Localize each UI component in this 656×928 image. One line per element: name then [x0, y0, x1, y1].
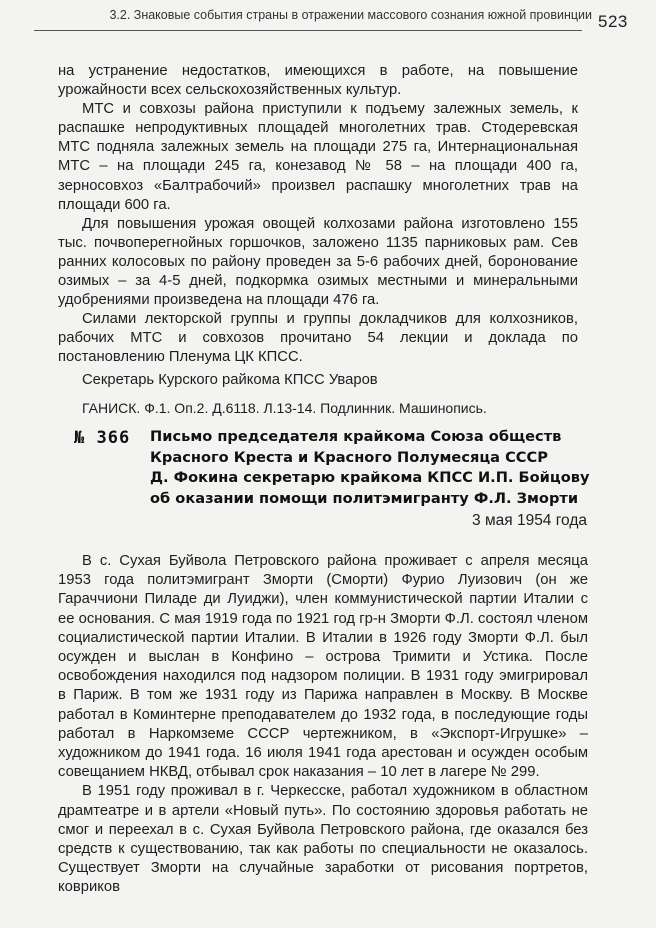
paragraph: Силами лекторской группы и группы докладчиков для колхозников, рабочих МТС и совхозов прочитано 54 лекции и доклада по постановлению Пленума ЦК КПСС. — [58, 311, 578, 366]
document-365-continuation — [58, 62, 578, 418]
running-header: 3.2. Знаковые события страны в отражении массового сознания южной провинции — [109, 8, 592, 22]
signature: Секретарь Курского райкома КПСС Уваров — [82, 371, 378, 388]
header-rule — [34, 30, 582, 31]
document-date: 3 мая 1954 года — [472, 512, 587, 529]
document-title-line: Д. Фокина секретарю крайкома КПСС И.П. Бойцову — [150, 469, 590, 486]
paragraph: В 1951 году проживал в г. Черкесске, работал художником в областном драмтеатре и в артели «Новый путь». По состоянию здоровья работать не смог и переехал в с. Сухая Буйвола Петровского района, где оказался без средств к существованию, так как работы по специальности не оказалось. Существует Зморти на случайные заработки от рисования портретов, ковриков — [58, 783, 588, 896]
document-title-line: об оказании помощи политэмигранту Ф.Л. Зморти — [150, 489, 579, 507]
paragraph: МТС и совхозы района приступили к подъему залежных земель, к распашке непродуктивных площадей многолетних трав. Стодеревская МТС подняла залежных земель на площади 275 га, Интернациональная МТС – на площади 245 га, конезавод № 58 – на площади 400 га, зерносовхоз «Балтрабочий» произвел распашку многолетних трав на площади 600 га. — [58, 101, 578, 213]
document-title-line: Красного Креста и Красного Полумесяца СССР — [150, 448, 548, 466]
paragraph: В с. Сухая Буйвола Петровского района проживает с апреля месяца 1953 года политэмигрант Зморти (Сморти) Фурио Луизович (он же Гараччиони Пиладе ди Луиджи), член коммунистической партии Италии с ее основания. С мая 1919 года по 1921 год гр-н Зморти Ф.Л. состоял членом социалистической партии Италии. В Италии в 1926 году Зморти Ф.Л. был осужден и выслан в Конфино – острова Тримити и Устика. После освобождения находился под надзором полиции. В 1931 году эмигрировал в Париж. В том же 1931 году из Парижа направлен в Москву. В Москве работал в Коминтерне преподавателем до 1932 года, в последующие годы работал в Наркомземе СССР чертежником, в «Экспорт-Игрушке» – художником до 1941 года. 16 июля 1941 года арестован и осужден особым совещанием НКВД, отбывал срок наказания – 10 лет в лагере № 299. — [58, 553, 588, 781]
archive-source: ГАНИСК. Ф.1. Оп.2. Д.6118. Л.13-14. Подлинник. Машинопись. — [82, 399, 487, 416]
paragraph: Для повышения урожая овощей колхозами района изготовлено 155 тыс. почвоперегнойных горшочков, заложено 1135 парниковых рам. Сев ранних колосовых по району проведен за 5-6 рабочих дней, боронование озимых – за 4-5 дней, подкормка озимых местными и минеральными удобрениями произведена на площади 476 га. — [58, 215, 578, 309]
page-number: 523 — [598, 12, 628, 31]
document-title — [150, 427, 590, 509]
document-number: № 366 — [74, 428, 131, 448]
document-366-body — [58, 552, 588, 898]
paragraph: на устранение недостатков, имеющихся в работе, на повышение урожайности всех сельскохозяйственных культур. — [58, 63, 578, 99]
document-title-line: Письмо председателя крайкома Союза обществ — [150, 428, 562, 445]
